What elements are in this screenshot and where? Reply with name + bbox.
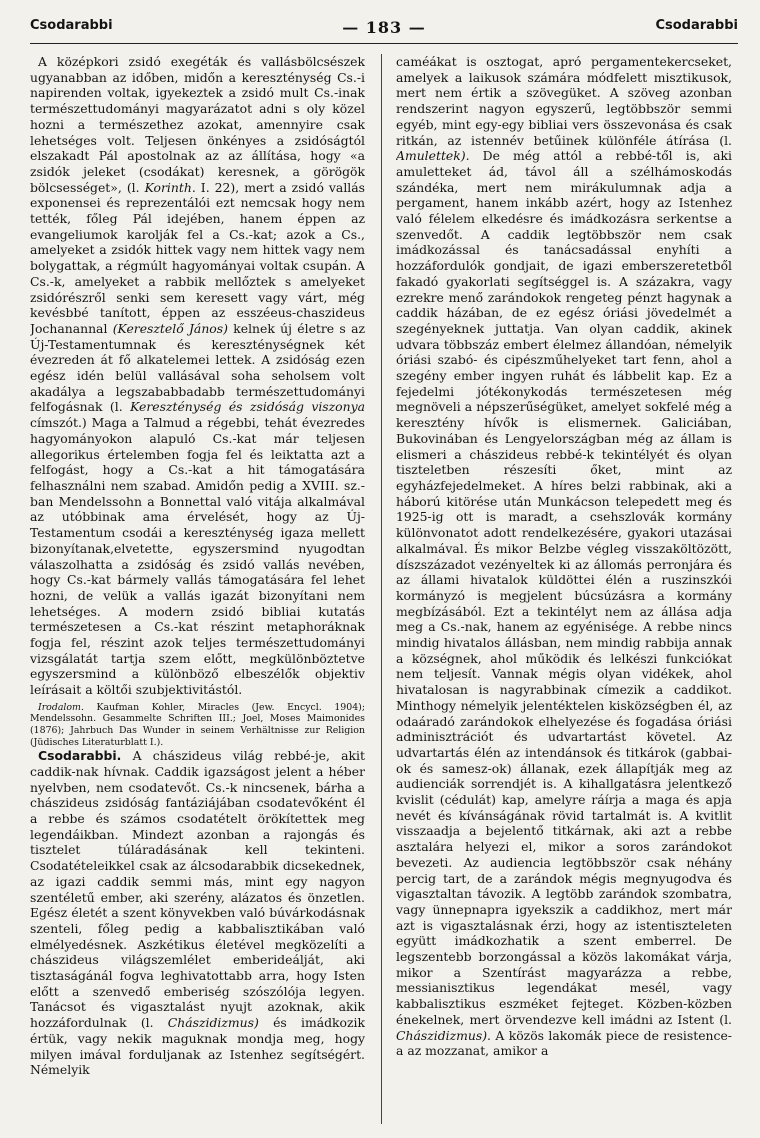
body-paragraph: caméákat is osztogat, apró pergamentekercseket, amelyek a laikusok számára módfelett misztikusok, mert nem értik a szövegüket. A szöveg azonban rendszerint nagyon egyszerű, legtöbbször semmi egyéb, mint egy-egy bibliai vers összevonása és csak ritkán, az istennév betűinek különféle átírása (l. Amulettek). De még attól a rebbé-től is, aki amuletteket ád, távol áll a szélhámoskodás szándéka, mert nem mirákulumnak adja a pergament, hanem inkább azért, hogy az Istenhez való félelem elkedésre és imádkozásra serkentse a szenvedőt. A caddik legtöbbször nem csak imádkozással és tanácsadással enyhíti a hozzáfordulók gondjait, de igazi emberszeretetből fakadó gyakorlati segítséggel is. A százakra, vagy ezrekre menő zarándokok rengeteg pénzt hagynak a caddik házában, de ez egész óriási jövedelmét a szegényeknek juttatja. Van olyan caddik, akinek udvara többszáz embert élelmez állandóan, némelyik óriási szabó- és cipészműhelyeket tart fenn, ahol a szegény ember ingyen ruhát és lábbelit kap. Ez a fejedelmi jótékonykodás természetesen még megnöveli a népszerűségüket, amelyet sokfelé még a keresztény hívők is elismernek. Galiciában, Bukovinában és Lengyelországban még az állam is elismeri a chászideus rebbé-k tekintélyét és olyan tiszteletben részesíti őket, mint az egyházfejedelmeket. A híres belzi rabbinak, aki a háború kitörése után Munkácson telepedett meg és 1925-ig ott is maradt, a csehszlovák kormány különvonatot adott rendelkezésére, gyakori utazásai alkalmával. És mikor Belzbe végleg visszaköltözött, díszszázadot vezényeltek ki az állomás perronjára és az állami hivatalok küldöttei élén a ruszinszkói kormányzó is megjelent búcsúzásra a kormány megbízásából. Ezt a tekintélyt nem az állása adja meg a Cs.-nak, hanem az egyénisége. A rebbe nincs mindig hivatalos állásban, nem mindig rabbija annak a községnek, ahol működik és lelkészi funkciókat nem teljesít. Vannak mégis olyan vidékek, ahol hivatalosan is nagyrabbinak címezik a caddikot. Minthogy némelyik jelentéktelen kisközségben él, az odaáradó zarándokok elhelyezése és fogadása óriási adminisztrációt és udvartartást követel. Az udvartartás élén az intendánsok és titkárok (gabbai-ok és samesz-ok) állanak, ezek állapítják meg az audienciák sorrendjét is. A kihallgatásra jelentkező kvislit (cédulát) kap, amelyre ráírja a maga és apja nevét és kívánságának rövid tartalmát is. A kvitlit visszaadja a bejelentő titkárnak, aki azt a rebbe asztalára helyezi el, mikor a soros zarándokot bevezeti. Az audiencia legtöbbször csak néhány percig tart, de a zarándok mégis megnyugodva és vigasztaltan távozik. A legtöbb zarándok szombatra, vagy ünnepnapra igyekszik a caddikhoz, mert már azt is vigasztalásnak érzi, hogy az istentiszteleten együtt imádkozhatik a szent emberrel. De legszentebb borzongással a közös lakomákat várja, mikor a Szentírást magyarázza a rebbe, messianisztikus legendákat mesél, vagy kabbalisztikus eszméket fejteget. Közben-közben énekelnek, mert örvendezve kell imádni az Istent (l. Chászidizmus). A közös lakomák piece de resistence-a az mozzanat, amikor a bbox=[396, 54, 732, 1059]
entry-title: Csodarabbi. bbox=[38, 748, 122, 764]
cross-reference: Amulettek) bbox=[396, 148, 466, 164]
running-header bbox=[30, 18, 738, 44]
cross-reference: Korinth. bbox=[144, 179, 196, 195]
cross-reference: Kereszténység és zsidóság viszonya bbox=[130, 399, 365, 415]
entry-paragraph: Csodarabbi. A chászideus világ rebbé-je, akit caddik-nak hívnak. Caddik igazságost jelent a héber nyelvben, nem csodatevőt. Cs.-k nincsenek, bárha a chászideus zsidóság fantáziájában csodatevőként él a rebbe és számos csodatételt örökítettek meg legendáikban. Mindezt azonban a rajongás és tisztelet túláradásának kell tekinteni. Csodatételeikkel csak az álcsodarabbik dicsekednek, az igazi caddik semmi más, mint egy nagyon szentéletű ember, aki szerény, alázatos és önzetlen. Egész életét a szent könyvekben való búvárkodásnak szenteli, főleg pedig a kabbalisztikában való elmélyedésnek. Aszkétikus életével megközelíti a chászideus világszemlélet emberideálját, aki tisztaságánál fogva leghivatottabb arra, hogy Isten előtt a szenvedő emberiség szószólója legyen. Tanácsot és vigasztalást nyujt azoknak, akik hozzáfordulnak (l. Chászidizmus) és imádkozik értük, vagy nekik maguknak mondja meg, hogy milyen imával forduljanak az Istenhez segítségért. Némelyik bbox=[30, 748, 365, 1078]
cross-reference: Chászidizmus) bbox=[396, 1027, 488, 1043]
header-rule bbox=[30, 43, 738, 44]
header-left-keyword: Csodarabbi bbox=[30, 18, 113, 33]
left-column bbox=[30, 54, 365, 1130]
right-column bbox=[396, 54, 732, 1130]
column-divider bbox=[381, 54, 382, 1124]
page-number: — 183 — bbox=[342, 18, 426, 37]
cross-reference: Chászidizmus) bbox=[167, 1015, 259, 1031]
literature-note: Irodalom. Kaufman Kohler, Miracles (Jew. Encycl. 1904); Mendelssohn. Gesammelte Schriften III.; Joel, Moses Maimonides (1876); Jahrbuch Das Wunder in seinem Verhältnisse zur Religion (Jüdisches Literaturblatt I.). bbox=[30, 701, 365, 748]
body-paragraph: A középkori zsidó exegéták és vallásbölcsészek ugyanabban az időben, midőn a kereszténység Cs.-i napirenden voltak, igyekeztek a zsidó mult Cs.-inak természettudományi magyarázatot adni s oly közel hozni a természethez azokat, amennyire csak lehetséges volt. Teljesen önkényes a zsidóságtól elszakadt Pál apostolnak az az állítása, hogy «a zsidók jeleket (csodákat) keresnek, a görögök bölcsességet», (l. Korinth. I. 22), mert a zsidó vallás exponensei és reprezentálói ezt nemcsak hogy nem tették, főleg Pál idejében, hanem éppen az evangeliumok karolják fel a Cs.-kat; azok a Cs., amelyeket a zsidók hittek vagy nem hittek vagy nem bolygattak, a régmúlt hagyományai voltak csupán. A Cs.-k, amelyeket a rabbik mellőztek s amelyeket zsidórészről senki sem keresett vagy várt, még kevésbbé tanított, éppen az esszéeus-chaszideus Jochanannal (Keresztelő János) kelnek új életre s az Új-Testamentumnak és kereszténységnek két évezreden át fő alkatelemei lettek. A zsidóság ezen egész idén belül vallásával soha seholsem volt akadálya a legszababbadabb természettudományi felfogásnak (l. Kereszténység és zsidóság viszonya címszót.) Maga a Talmud a régebbi, tehát évezredes hagyományokon alapuló Cs.-kat már teljesen allegorikus értelemben fogja fel és leiktatta azt a felfogást, hogy a Cs.-kat a hit támogatására felhasználni nem szabad. Amidőn pedig a XVIII. sz.-ban Mendelssohn a Bonnettal való vitája alkalmával az utóbbinak ama érvelését, hogy az Új-Testamentum csodái a kereszténység igaza mellett bizonyítanak,elvetette, egyszersmind nyugodtan válaszolhatta a zsidóság és zsidó vallás nevében, hogy Cs.-kat bármely vallás támogatására fel lehet hozni, de velük a vallás igazát bizonyítani nem lehetséges. A modern zsidó bibliai kutatás természetesen a Cs.-kat részint metaphoráknak fogja fel, részint azok teljes természettudományi vizsgálatát tartja szem előtt, megkülönböztetve egyszersmind a különböző elbeszélők objektiv leírásait a költői szubjektivitástól. bbox=[30, 54, 365, 698]
cross-reference: (Keresztelő János) bbox=[112, 320, 228, 336]
header-right-keyword: Csodarabbi bbox=[655, 18, 738, 33]
